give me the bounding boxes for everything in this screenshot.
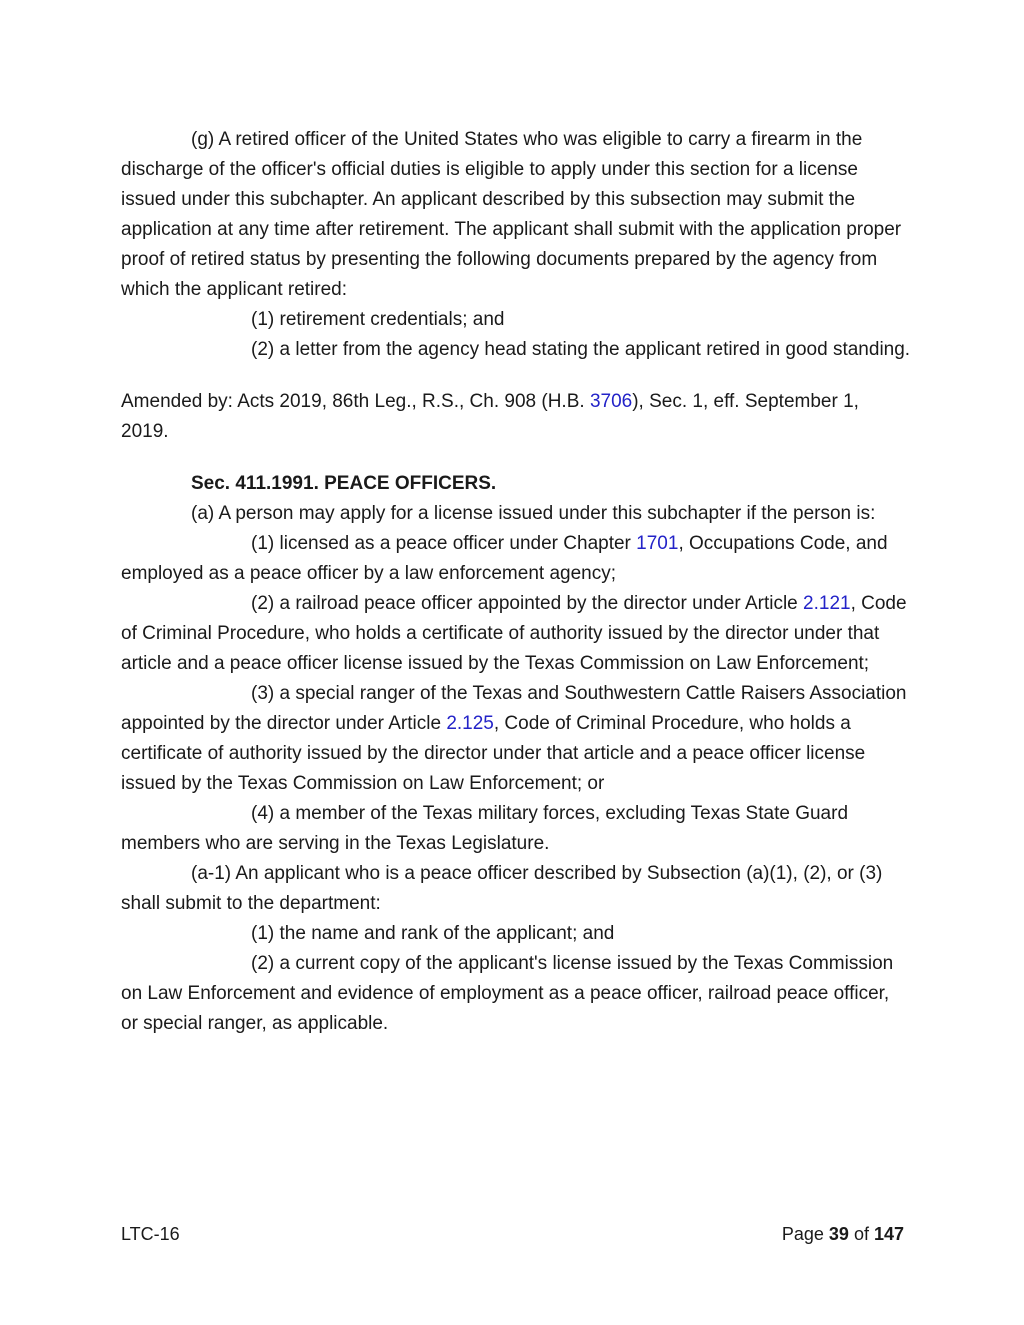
subsection-g-item-1: (1) retirement credentials; and — [251, 309, 505, 330]
a2-text-after: , Code of Criminal Procedure, who holds a certificate of authority issued by the director under that article and a peace officer license issued by the Texas Commission on Law Enforcement; — [121, 593, 907, 674]
amendment-text-after: ), Sec. 1, eff. September 1, 2019. — [121, 391, 859, 442]
a3-text-before: (3) a special ranger of the Texas and Southwestern Cattle Raisers Association appointed by the director under Article — [121, 683, 907, 734]
section-heading: Sec. 411.1991. PEACE OFFICERS. — [191, 473, 497, 494]
subsection-a-item-3 — [121, 679, 911, 799]
of-label: of — [848, 1224, 874, 1244]
a1-text-after: , Occupations Code, and employed as a peace officer by a law enforcement agency; — [121, 533, 888, 584]
a1-text-before: (1) licensed as a peace officer under Chapter — [251, 533, 637, 554]
amendment-note — [121, 387, 911, 447]
document-id: LTC-16 — [121, 1224, 180, 1244]
page-label: Page — [781, 1224, 829, 1244]
subsection-a-intro: (a) A person may apply for a license issued under this subchapter if the person is: — [191, 503, 876, 524]
subsection-g-item-2: (2) a letter from the agency head stating the applicant retired in good standing. — [251, 339, 911, 360]
subsection-a-item-4: (4) a member of the Texas military forces, excluding Texas State Guard members who are serving in the Texas Legislature. — [121, 803, 849, 854]
article-2-125-link[interactable]: 2.125 — [446, 713, 494, 734]
page-footer — [121, 1222, 904, 1246]
subsection-a-item-2 — [121, 589, 911, 679]
subsection-g: (g) A retired officer of the United States who was eligible to carry a firearm in the discharge of the officer's official duties is eligible to apply under this section for a license issued under this subchapter. An applicant described by this subsection may submit the application at any time after retirement. The applicant shall submit with the application proper proof of retired status by presenting the following documents prepared by the agency from which the applicant retired: — [121, 129, 902, 300]
a2-text-before: (2) a railroad peace officer appointed by the director under Article — [251, 593, 804, 614]
subsection-a-1-intro: (a-1) An applicant who is a peace officer described by Subsection (a)(1), (2), or (3) shall submit to the department: — [121, 863, 883, 914]
hb-3706-link[interactable]: 3706 — [589, 391, 633, 412]
subsection-a-item-1 — [121, 529, 911, 589]
a3-text-after: , Code of Criminal Procedure, who holds a certificate of authority issued by the director under that article and a peace officer license issued by the Texas Commission on Law Enforcement; or — [121, 713, 866, 794]
document-body — [121, 125, 911, 1039]
amendment-text-before: Amended by: Acts 2019, 86th Leg., R.S., Ch. 908 (H.B. — [121, 391, 590, 412]
chapter-1701-link[interactable]: 1701 — [636, 533, 679, 554]
subsection-a-1-item-2: (2) a current copy of the applicant's license issued by the Texas Commission on Law Enforcement and evidence of employment as a peace officer, railroad peace officer, or special ranger, as applicable. — [121, 953, 894, 1034]
current-page: 39 — [828, 1224, 849, 1244]
subsection-a-1-item-1: (1) the name and rank of the applicant; and — [251, 923, 615, 944]
total-pages: 147 — [873, 1224, 904, 1244]
page-number — [782, 1222, 904, 1246]
article-2-121-link[interactable]: 2.121 — [803, 593, 851, 614]
